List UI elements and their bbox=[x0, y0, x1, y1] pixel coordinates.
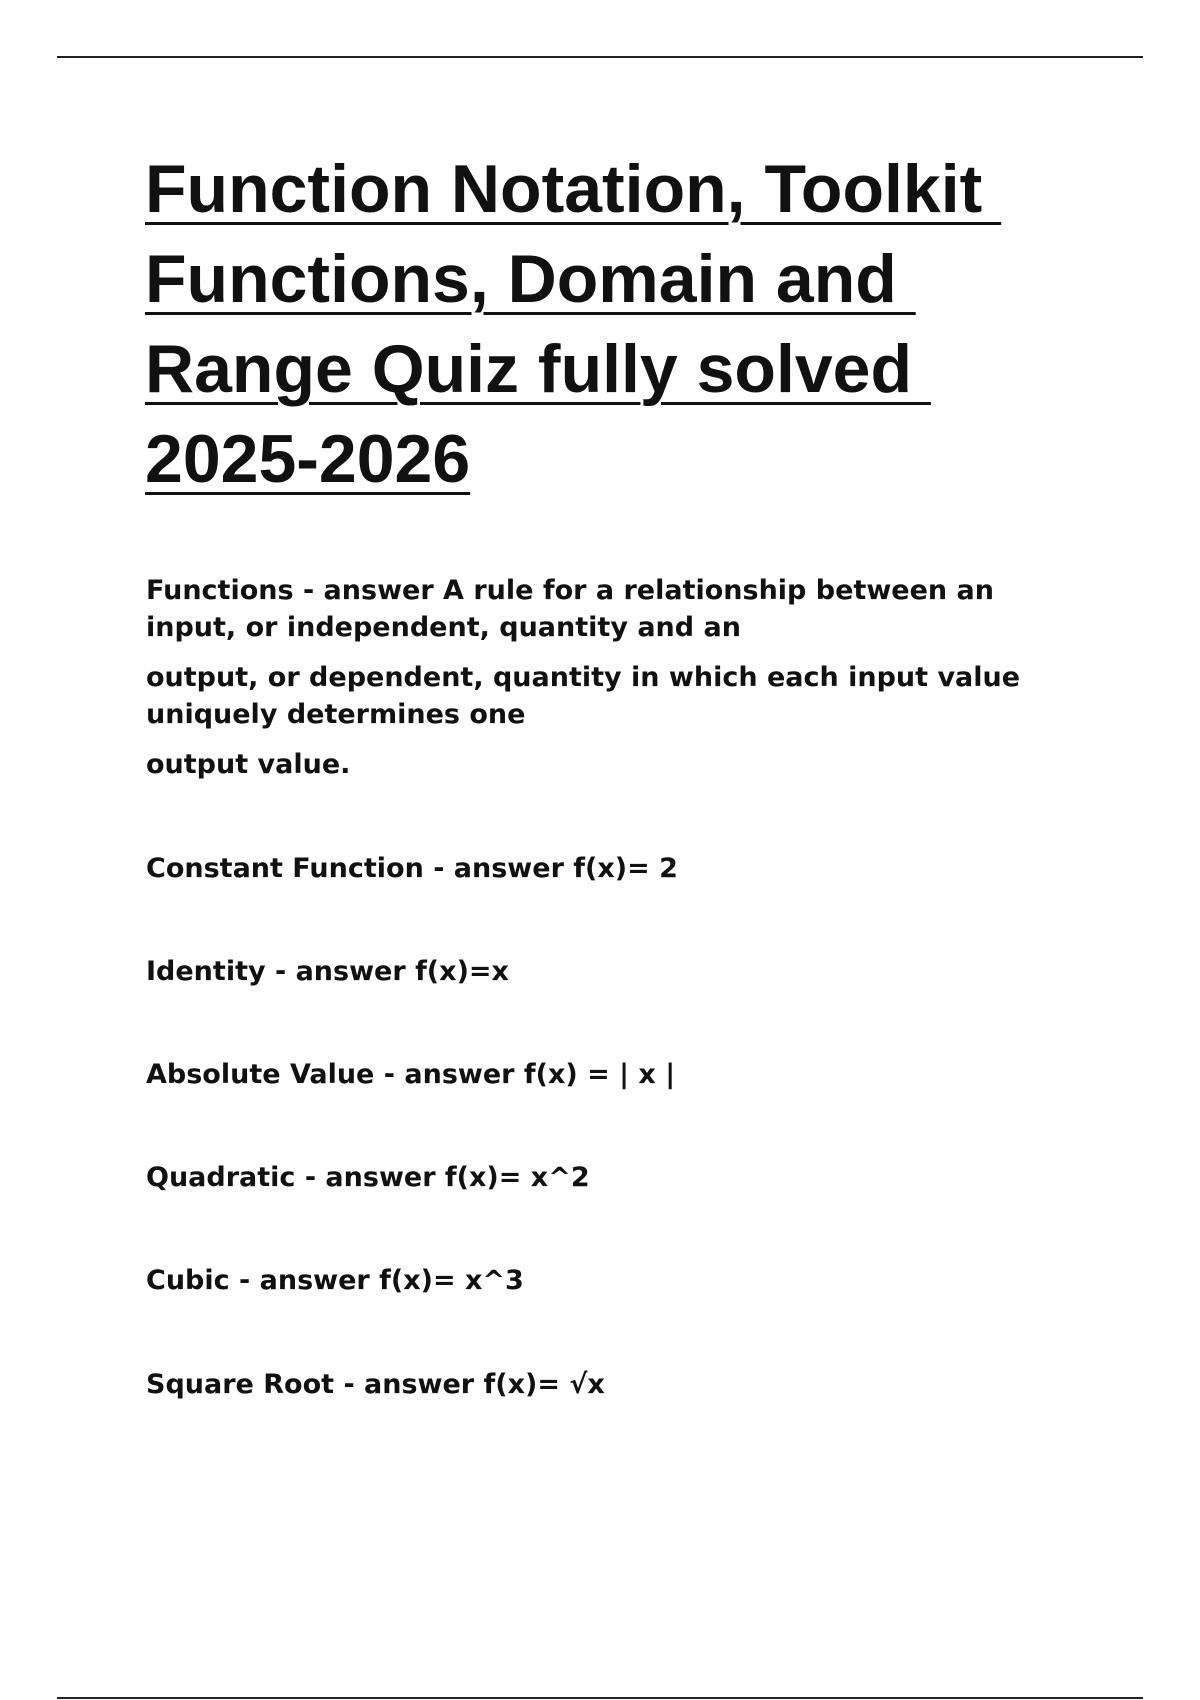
document-title bbox=[145, 144, 1105, 504]
qa-item-square-root: Square Root - answer f(x)= √x bbox=[146, 1369, 605, 1400]
title-line: Function Notation, Toolkit bbox=[145, 151, 1002, 227]
qa-item-quadratic: Quadratic - answer f(x)= x^2 bbox=[146, 1162, 590, 1193]
definition-line: output value. bbox=[146, 749, 351, 780]
footer-rule bbox=[57, 1697, 1143, 1699]
definition-line: output, or dependent, quantity in which each input value bbox=[146, 662, 1021, 693]
definition-line: uniquely determines one bbox=[146, 699, 526, 730]
definition-functions bbox=[146, 572, 1086, 783]
definition-line: input, or independent, quantity and an bbox=[146, 612, 741, 643]
header-rule bbox=[57, 56, 1143, 58]
definition-line: Functions - answer A rule for a relationship between an bbox=[146, 575, 994, 606]
qa-item-cubic: Cubic - answer f(x)= x^3 bbox=[146, 1265, 524, 1296]
qa-item-identity: Identity - answer f(x)=x bbox=[146, 956, 509, 987]
qa-item-absolute-value: Absolute Value - answer f(x) = | x | bbox=[146, 1059, 676, 1090]
title-line: Functions, Domain and bbox=[145, 241, 916, 317]
title-line: 2025-2026 bbox=[145, 421, 471, 497]
qa-item-constant-function: Constant Function - answer f(x)= 2 bbox=[146, 853, 678, 884]
title-line: Range Quiz fully solved bbox=[145, 331, 931, 407]
